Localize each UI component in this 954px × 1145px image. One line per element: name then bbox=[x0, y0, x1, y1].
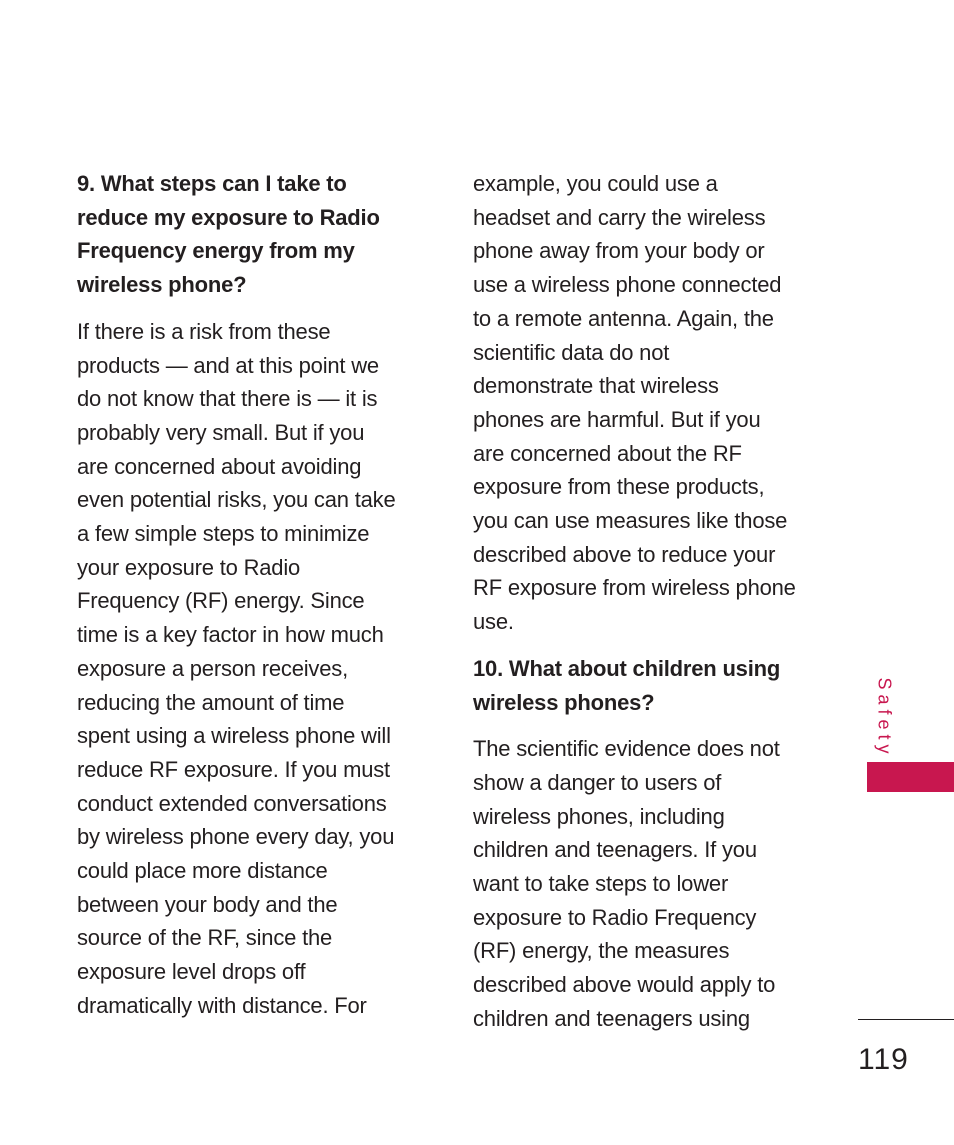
paragraph-gap bbox=[77, 302, 437, 315]
body-line: products — and at this point we bbox=[77, 352, 379, 378]
question-9-answer-continued bbox=[473, 167, 823, 639]
body-line: phone away from your body or bbox=[473, 238, 765, 264]
question-9-heading bbox=[77, 167, 437, 302]
body-line: time is a key factor in how much bbox=[77, 622, 384, 648]
footer-rule bbox=[858, 1019, 954, 1020]
body-line: spent using a wireless phone will bbox=[77, 723, 391, 749]
body-line: probably very small. But if you bbox=[77, 419, 365, 445]
body-line: reducing the amount of time bbox=[77, 689, 345, 715]
question-10-answer bbox=[473, 732, 823, 1035]
body-line: want to take steps to lower bbox=[473, 871, 729, 897]
body-line: headset and carry the wireless bbox=[473, 204, 766, 230]
paragraph-gap bbox=[473, 719, 823, 732]
body-line: do not know that there is — it is bbox=[77, 386, 378, 412]
body-line: RF exposure from wireless phone bbox=[473, 575, 796, 601]
body-line: Frequency (RF) energy. Since bbox=[77, 588, 365, 614]
body-line: exposure from these products, bbox=[473, 474, 765, 500]
right-column bbox=[473, 167, 823, 1036]
body-line: phones are harmful. But if you bbox=[473, 406, 761, 432]
body-line: could place more distance bbox=[77, 858, 328, 884]
body-line: a few simple steps to minimize bbox=[77, 521, 370, 547]
body-line: are concerned about the RF bbox=[473, 440, 742, 466]
body-line: exposure to Radio Frequency bbox=[473, 904, 757, 930]
body-line: example, you could use a bbox=[473, 171, 718, 196]
body-line: If there is a risk from these bbox=[77, 318, 331, 344]
body-line: show a danger to users of bbox=[473, 769, 722, 795]
page-number: 119 bbox=[858, 1043, 909, 1076]
body-line: to a remote antenna. Again, the bbox=[473, 305, 774, 331]
question-10-heading bbox=[473, 652, 823, 719]
body-line: by wireless phone every day, you bbox=[77, 824, 395, 850]
body-line: even potential risks, you can take bbox=[77, 487, 396, 513]
body-line: are concerned about avoiding bbox=[77, 453, 362, 479]
heading-line: reduce my exposure to Radio bbox=[77, 204, 380, 230]
body-line: your exposure to Radio bbox=[77, 554, 301, 580]
body-line: demonstrate that wireless bbox=[473, 373, 719, 399]
body-line: wireless phones, including bbox=[473, 803, 725, 829]
heading-line: wireless phones? bbox=[473, 689, 655, 715]
body-line: exposure level drops off bbox=[77, 959, 306, 985]
heading-line: 9. What steps can I take to bbox=[77, 171, 347, 196]
body-line: you can use measures like those bbox=[473, 508, 788, 534]
section-tab bbox=[867, 762, 954, 792]
body-line: between your body and the bbox=[77, 891, 338, 917]
heading-line: 10. What about children using bbox=[473, 655, 781, 681]
body-line: children and teenagers using bbox=[473, 1005, 750, 1031]
heading-line: Frequency energy from my bbox=[77, 238, 355, 264]
body-line: dramatically with distance. For bbox=[77, 992, 367, 1018]
body-line: scientific data do not bbox=[473, 339, 670, 365]
body-line: use. bbox=[473, 609, 514, 635]
body-line: described above would apply to bbox=[473, 972, 776, 998]
body-line: described above to reduce your bbox=[473, 541, 776, 567]
left-column bbox=[77, 167, 437, 1023]
heading-line: wireless phone? bbox=[77, 272, 247, 298]
body-line: reduce RF exposure. If you must bbox=[77, 756, 390, 782]
body-line: exposure a person receives, bbox=[77, 655, 348, 681]
body-line: source of the RF, since the bbox=[77, 925, 333, 951]
body-line: use a wireless phone connected bbox=[473, 272, 782, 298]
paragraph-gap bbox=[473, 639, 823, 652]
body-line: The scientific evidence does not bbox=[473, 736, 780, 762]
question-9-answer bbox=[77, 315, 437, 1023]
section-label: Safety bbox=[874, 677, 895, 759]
body-line: conduct extended conversations bbox=[77, 790, 387, 816]
body-line: children and teenagers. If you bbox=[473, 837, 757, 863]
body-line: (RF) energy, the measures bbox=[473, 938, 730, 964]
